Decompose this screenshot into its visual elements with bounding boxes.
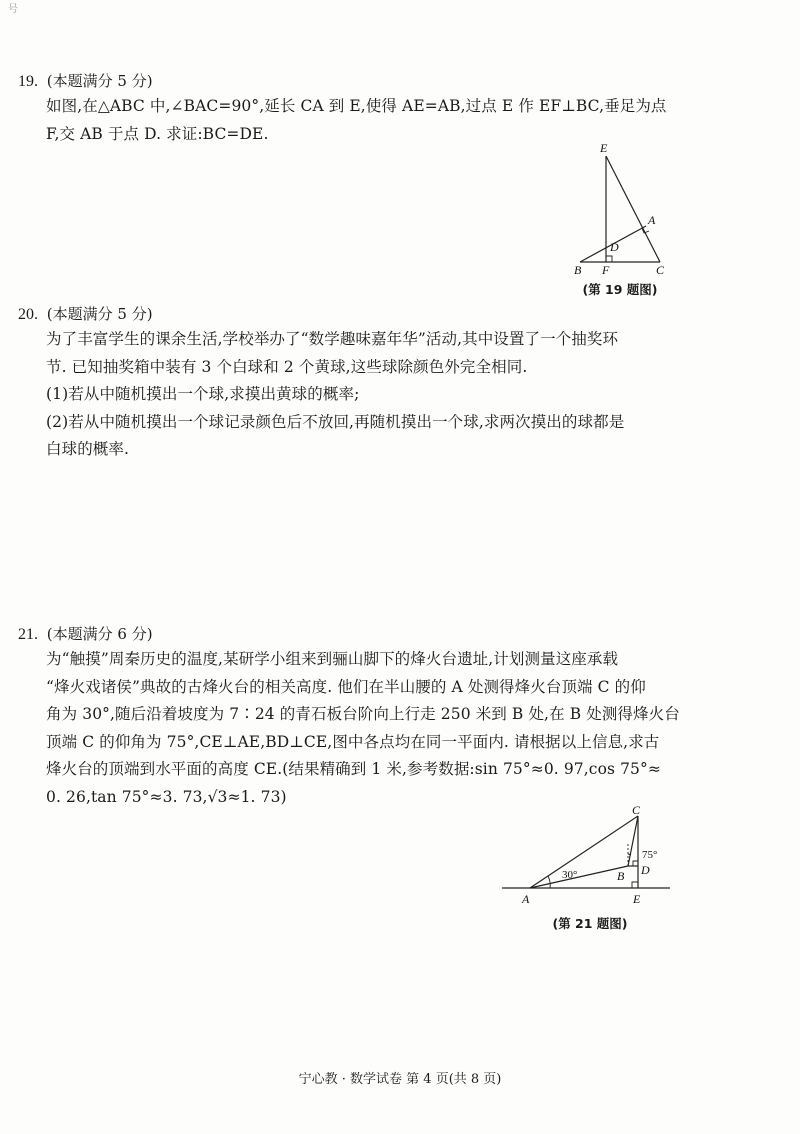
figure-21-diagram [500, 804, 680, 910]
label-angle-75: 75° [642, 849, 658, 861]
angle-30-arc [548, 876, 550, 888]
problem-21-line: “烽火戏诸侯”典故的古烽火台的相关高度. 他们在半山腰的 A 处测得烽火台顶端 C 的仰 [46, 677, 646, 696]
label-b: B [617, 869, 625, 883]
label-c: C [632, 804, 641, 817]
problem-20-line: 节. 已知抽奖箱中装有 3 个白球和 2 个黄球,这些球除颜色外完全相同. [46, 357, 528, 376]
problem-20-line: 白球的概率. [46, 440, 130, 458]
problem-20-number: 20. [18, 306, 38, 323]
problem-21-line: 为“触摸”周秦历史的温度,某研学小组来到骊山脚下的烽火台遗址,计划测量这座承载 [46, 650, 619, 668]
right-angle-e [632, 882, 638, 888]
right-angle-f [606, 256, 612, 262]
problem-20 [18, 303, 678, 464]
problem-20-line: 为了丰富学生的课余生活,学校举办了“数学趣味嘉年华”活动,其中设置了一个抽奖环 [46, 330, 619, 348]
label-a: A [522, 892, 530, 906]
label-d: D [610, 240, 619, 254]
label-f: F [602, 263, 610, 276]
problem-20-line: (1)若从中随机摸出一个球,求摸出黄球的概率; [46, 385, 360, 403]
problem-19 [18, 70, 678, 148]
figure-19-caption: (第 19 题图) [582, 282, 658, 297]
right-angle-d [633, 861, 638, 866]
problem-19-score: (本题满分 5 分) [46, 72, 153, 90]
problem-21 [18, 623, 678, 811]
label-e: E [600, 141, 608, 155]
problem-21-line: 0. 26,tan 75°≈3. 73,√3≈1. 73) [46, 787, 287, 806]
problem-19-header [18, 70, 678, 93]
problem-21-number: 21. [18, 626, 38, 643]
problem-19-line: F,交 AB 于点 D. 求证:BC=DE. [46, 124, 269, 143]
problem-21-text [46, 646, 678, 811]
corner-mark: 号 [8, 4, 18, 15]
problem-21-header [18, 623, 678, 646]
problem-19-line: 如图,在△ABC 中,∠BAC=90°,延长 CA 到 E,使得 AE=AB,过点 E 作 EF⊥BC,垂足为点 [46, 97, 667, 115]
figure-19 [560, 140, 680, 300]
figure-19-diagram [560, 140, 680, 276]
problem-20-header [18, 303, 678, 326]
label-b: B [574, 263, 582, 276]
problem-20-line: (2)若从中随机摸出一个球记录颜色后不放回,再随机摸出一个球,求两次摸出的球都是 [46, 412, 625, 431]
label-d: D [641, 863, 650, 877]
problem-21-score: (本题满分 6 分) [46, 625, 153, 643]
label-a: A [648, 213, 656, 227]
problem-20-score: (本题满分 5 分) [46, 305, 153, 323]
label-c: C [656, 263, 665, 276]
label-angle-30: 30° [562, 869, 578, 881]
label-e: E [633, 892, 641, 906]
segment-ab [530, 866, 628, 888]
figure-21-caption: (第 21 题图) [552, 916, 628, 931]
problem-19-number: 19. [18, 73, 38, 90]
problem-21-line: 顶端 C 的仰角为 75°,CE⊥AE,BD⊥CE,图中各点均在同一平面内. 请根据以上信息,求古 [46, 732, 660, 751]
segment-bc [628, 816, 638, 866]
problem-21-line: 烽火台的顶端到水平面的高度 CE.(结果精确到 1 米,参考数据:sin 75°≈0. 97,cos 75°≈ [46, 760, 661, 778]
problem-20-text [46, 326, 678, 464]
figure-21 [500, 804, 680, 934]
problem-21-line: 角为 30°,随后沿着坡度为 7∶24 的青石板台阶向上行走 250 米到 B 处,在 B 处测得烽火台 [46, 705, 680, 723]
page-footer: 宁心教 · 数学试卷 第 4 页(共 8 页) [298, 1072, 502, 1087]
